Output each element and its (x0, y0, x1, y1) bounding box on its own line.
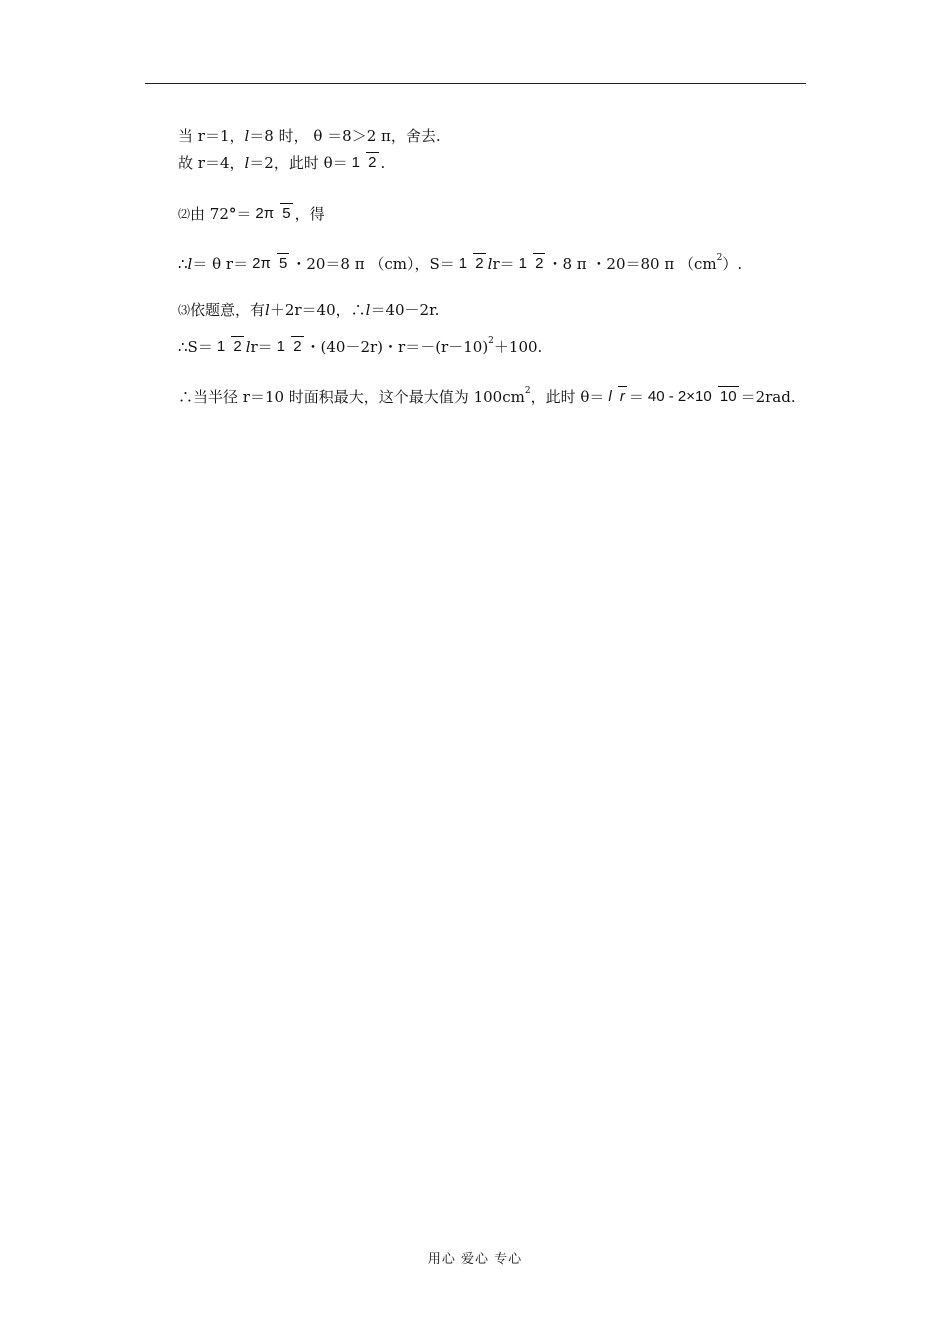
fraction: 1 2 (518, 255, 544, 272)
fraction: 1 2 (216, 338, 242, 355)
line-3: ⑵ 由 72 ° ＝ 2π 5 ，得 (178, 204, 325, 223)
fraction: l r (608, 388, 625, 405)
line-7: ∴当半径 r＝10 时面积最大，这个最大值为 100cm 2 ，此时 θ＝ l r ＝ 40 - 2×10 10 ＝2rad. (178, 385, 796, 406)
line-1: 当 r＝1， l ＝8 时， θ ＝8＞2 π，舍去. (178, 127, 441, 145)
page-footer: 用心 爱心 专心 (427, 1252, 523, 1267)
fraction: 1 2 (276, 338, 302, 355)
fraction: 2π 5 (255, 205, 291, 222)
fraction: 1 2 (351, 154, 377, 171)
header-rule (145, 83, 806, 84)
line-2: 故 r＝4， l ＝2，此时 θ＝ 1 2 . (178, 153, 386, 172)
line-4: ∴ l ＝ θ r＝ 2π 5 ・20＝8 π （cm），S＝ 1 2 l r＝ 1 2 ・8 π ・20＝80 π （cm 2 ）. (178, 252, 743, 273)
line-5: ⑶ 依题意，有 l ＋2r＝40，∴ l ＝40－2r. (178, 301, 440, 319)
fraction: 40 - 2×10 10 (647, 388, 737, 405)
fraction: 2π 5 (252, 255, 288, 272)
line-6: ∴S＝ 1 2 l r＝ 1 2 ・(40－2r)・r＝－(r－10) 2 ＋100. (178, 335, 543, 356)
fraction: 1 2 (458, 255, 484, 272)
